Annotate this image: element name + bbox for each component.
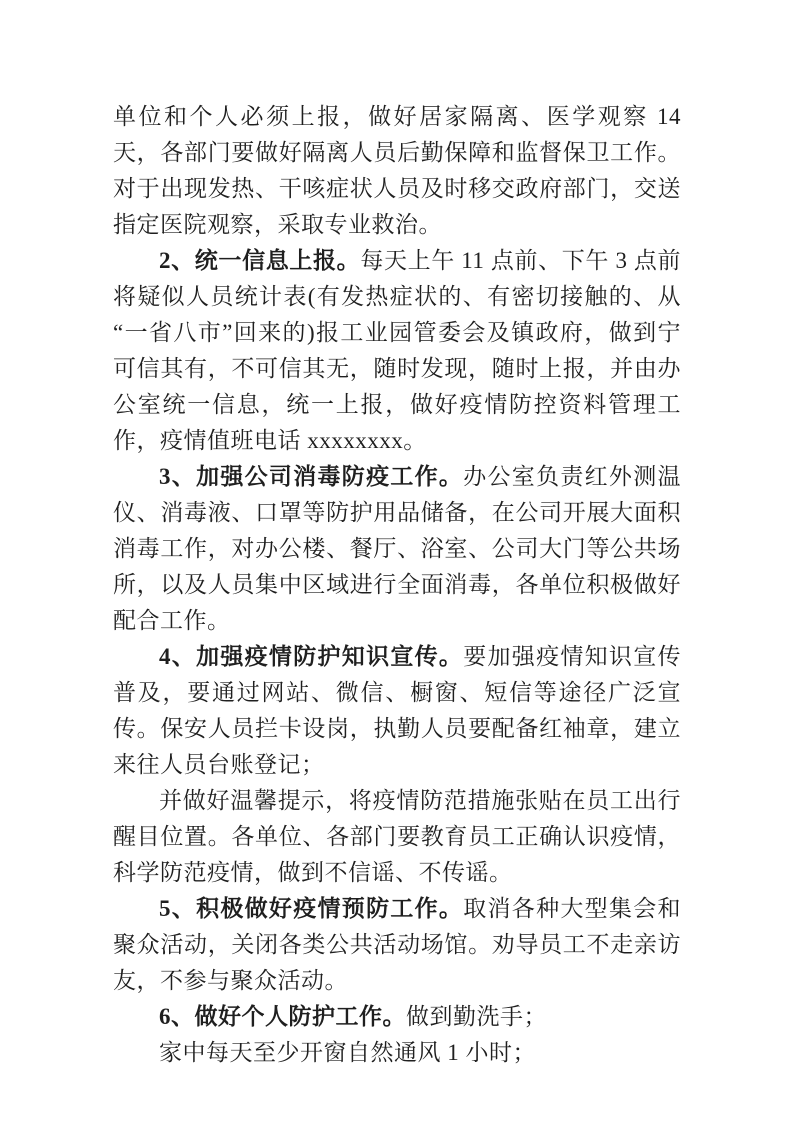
paragraph-heading-run: 6、做好个人防护工作。 (159, 1004, 406, 1029)
paragraph-text-run: 办公室负责红外测温仪、消毒液、口罩等防护用品储备，在公司开展大面积消毒工作，对办公楼、餐厅、浴室、公司大门等公共场所，以及人员集中区域进行全面消毒，各单位积极做好配合工作。 (113, 464, 682, 633)
paragraph-heading-run: 3、加强公司消毒防疫工作。 (159, 464, 464, 489)
paragraph-text-run: 单位和个人必须上报，做好居家隔离、医学观察 14 天，各部门要做好隔离人员后勤保障和监督保卫工作。对于出现发热、干咳症状人员及时移交政府部门，交送指定医院观察，采取专业救治。 (113, 104, 681, 237)
paragraph (113, 639, 681, 783)
paragraph-text-run: 每天上午 11 点前、下午 3 点前将疑似人员统计表(有发热症状的、有密切接触的、从“一省八市”回来的)报工业园管委会及镇政府，做到宁可信其有，不可信其无，随时发现，随时上报，并由办公室统一信息，统一上报，做好疫情防控资料管理工作，疫情值班电话 xxxxxxxx。 (113, 248, 681, 453)
paragraph-heading-run: 5、积极做好疫情预防工作。 (159, 896, 464, 921)
paragraph-text-run: 取消各种大型集会和聚众活动，关闭各类公共活动场馆。劝导员工不走亲访友，不参与聚众活动。 (113, 896, 682, 993)
paragraph-text-run: 要加强疫情知识宣传普及，要通过网站、微信、橱窗、短信等途径广泛宣传。保安人员拦卡设岗，执勤人员要配备红袖章，建立来往人员台账登记； (113, 644, 682, 777)
paragraph (113, 999, 681, 1035)
paragraph-text-run: 家中每天至少开窗自然通风 1 小时； (159, 1040, 536, 1065)
paragraph (113, 783, 681, 891)
paragraph-text-run: 并做好温馨提示，将疫情防范措施张贴在员工出行醒目位置。各单位、各部门要教育员工正确认识疫情，科学防范疫情，做到不信谣、不传谣。 (113, 788, 681, 885)
paragraph (113, 459, 681, 639)
paragraph-heading-run: 2、统一信息上报。 (159, 248, 361, 273)
paragraph (113, 99, 681, 243)
paragraph (113, 1035, 681, 1071)
paragraph-heading-run: 4、加强疫情防护知识宣传。 (159, 644, 464, 669)
document-body (113, 99, 681, 1071)
paragraph-text-run: 做到勤洗手； (406, 1004, 547, 1029)
paragraph (113, 243, 681, 459)
paragraph (113, 891, 681, 999)
